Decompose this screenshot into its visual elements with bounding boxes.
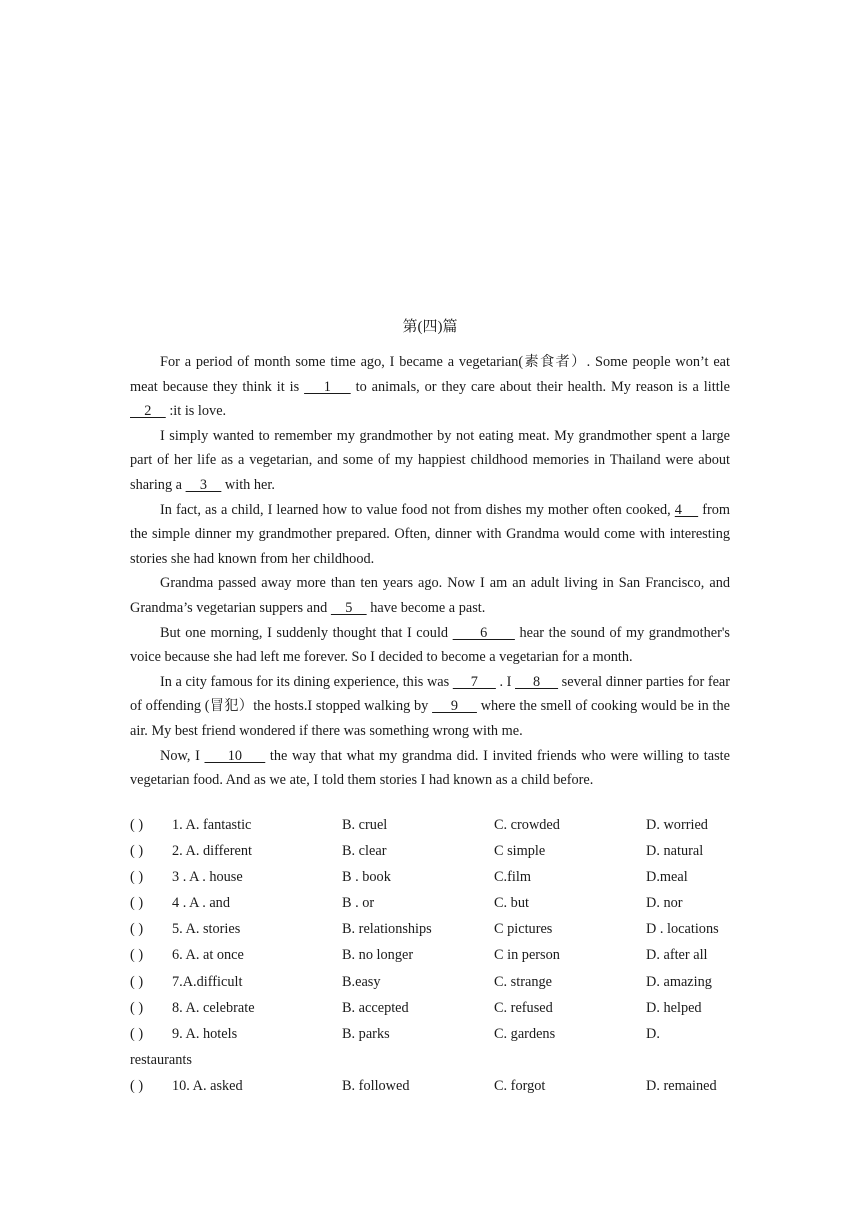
blank-1: 1 bbox=[304, 378, 351, 395]
option-a: 4 . A . and bbox=[172, 895, 230, 912]
blank-5: 5 bbox=[330, 599, 367, 616]
option-b: B. relationships bbox=[342, 921, 432, 938]
option-b: B. no longer bbox=[342, 947, 414, 964]
option-a: 1. A. fantastic bbox=[172, 817, 252, 833]
section-title: 第(四)篇 bbox=[402, 319, 458, 335]
option-c: C. crowded bbox=[494, 817, 560, 833]
option-b: B. followed bbox=[342, 1077, 410, 1094]
paragraph-6: In a city famous for its dining experience, this was 7 . I 8 several dinner parties for fear of offending (冒犯）the hosts.I stopped walking by 9 where the smell of cooking would be in the air. My best friend wondered if there was something wrong with me. bbox=[130, 673, 731, 739]
option-c: C. forgot bbox=[494, 1077, 546, 1094]
answer-bracket: ( ) bbox=[130, 999, 144, 1016]
option-c: C.film bbox=[494, 869, 531, 886]
answer-bracket: ( ) bbox=[130, 1025, 144, 1042]
paragraph-4: Grandma passed away more than ten years ago. Now I am an adult living in San Francisco, and Grandma’s vegetarian suppers and 5 have become a past. bbox=[130, 575, 730, 616]
option-b: B . or bbox=[342, 895, 375, 912]
option-d-continued: restaurants bbox=[130, 1051, 192, 1068]
option-c: C. strange bbox=[494, 973, 552, 990]
option-d: D. worried bbox=[646, 817, 708, 833]
blank-6: 6 bbox=[452, 624, 515, 641]
question-row bbox=[130, 864, 750, 890]
question-row bbox=[130, 995, 750, 1021]
option-a: 2. A. different bbox=[172, 843, 252, 860]
option-b: B. clear bbox=[342, 843, 387, 860]
blank-3: 3 bbox=[185, 476, 222, 493]
option-b: B. accepted bbox=[342, 999, 409, 1016]
option-d: D. natural bbox=[646, 843, 704, 860]
paragraph-5: But one morning, I suddenly thought that I could 6 hear the sound of my grandmother's voice because she had left me forever. So I decided to become a vegetarian for a month. bbox=[130, 624, 730, 666]
option-a: 9. A. hotels bbox=[172, 1025, 238, 1042]
paragraph-2: I simply wanted to remember my grandmother by not eating meat. My grandmother spent a large part of her life as a vegetarian, and some of my happiest childhood memories in Thailand were about sharing a 3 with her. bbox=[130, 427, 730, 493]
question-row bbox=[130, 838, 750, 864]
option-a: 5. A. stories bbox=[172, 921, 241, 938]
question-row bbox=[130, 812, 750, 838]
blank-10: 10 bbox=[204, 747, 266, 764]
question-row bbox=[130, 1021, 750, 1047]
paragraph-7: Now, I 10 the way that what my grandma did. I invited friends who were willing to taste vegetarian food. And as we ate, I told them stories I had known as a child before. bbox=[130, 747, 730, 789]
paragraph-3: In fact, as a child, I learned how to value food not from dishes my mother often cooked, 4 from the simple dinner my grandmother prepared. Often, dinner with Grandma would come with interesting stories she had known from her childhood. bbox=[130, 501, 730, 567]
answer-options bbox=[130, 812, 750, 1099]
option-a: 6. A. at once bbox=[172, 947, 244, 964]
blank-9: 9 bbox=[432, 698, 477, 715]
blank-4: 4 bbox=[674, 501, 699, 518]
question-row bbox=[130, 916, 750, 942]
option-d-wrap bbox=[130, 1047, 750, 1073]
question-row bbox=[130, 969, 750, 995]
answer-bracket: ( ) bbox=[130, 843, 144, 860]
option-c: C simple bbox=[494, 843, 546, 860]
option-d: D.meal bbox=[646, 869, 688, 886]
option-b: B.easy bbox=[342, 973, 381, 990]
blank-2: 2 bbox=[130, 403, 166, 420]
option-b: B . book bbox=[342, 869, 391, 886]
option-d: D. after all bbox=[646, 947, 708, 964]
answer-bracket: ( ) bbox=[130, 921, 144, 938]
option-c: C pictures bbox=[494, 921, 553, 938]
option-c: C. but bbox=[494, 895, 529, 912]
paragraph-1: For a period of month some time ago, I became a vegetarian(素食者）. Some people won’t eat meat because they think it is 1 to animals, or they care about their health. My reason is a little 2 :it is love. bbox=[130, 354, 730, 420]
blank-8: 8 bbox=[515, 673, 559, 690]
option-d: D. helped bbox=[646, 999, 702, 1016]
option-d: D . locations bbox=[646, 921, 719, 938]
option-c: C. refused bbox=[494, 999, 553, 1016]
option-c: C. gardens bbox=[494, 1025, 556, 1042]
answer-bracket: ( ) bbox=[130, 947, 144, 964]
question-row bbox=[130, 1073, 750, 1099]
answer-bracket: ( ) bbox=[130, 1077, 144, 1094]
answer-bracket: ( ) bbox=[130, 973, 144, 990]
answer-bracket: ( ) bbox=[130, 895, 144, 912]
question-row bbox=[130, 890, 750, 916]
cloze-passage bbox=[130, 350, 730, 793]
option-a: 10. A. asked bbox=[172, 1077, 243, 1094]
option-b: B. parks bbox=[342, 1025, 390, 1042]
option-d: D. remained bbox=[646, 1077, 717, 1094]
option-a: 7.A.difficult bbox=[172, 973, 243, 990]
option-b: B. cruel bbox=[342, 817, 388, 833]
answer-bracket: ( ) bbox=[130, 869, 144, 886]
option-d: D. amazing bbox=[646, 973, 712, 990]
option-d: D. nor bbox=[646, 895, 683, 912]
option-a: 8. A. celebrate bbox=[172, 999, 255, 1016]
option-d: D. bbox=[646, 1025, 660, 1042]
option-c: C in person bbox=[494, 947, 560, 964]
question-row bbox=[130, 942, 750, 968]
option-a: 3 . A . house bbox=[172, 869, 243, 886]
answer-bracket: ( ) bbox=[130, 817, 144, 833]
blank-7: 7 bbox=[452, 673, 496, 690]
